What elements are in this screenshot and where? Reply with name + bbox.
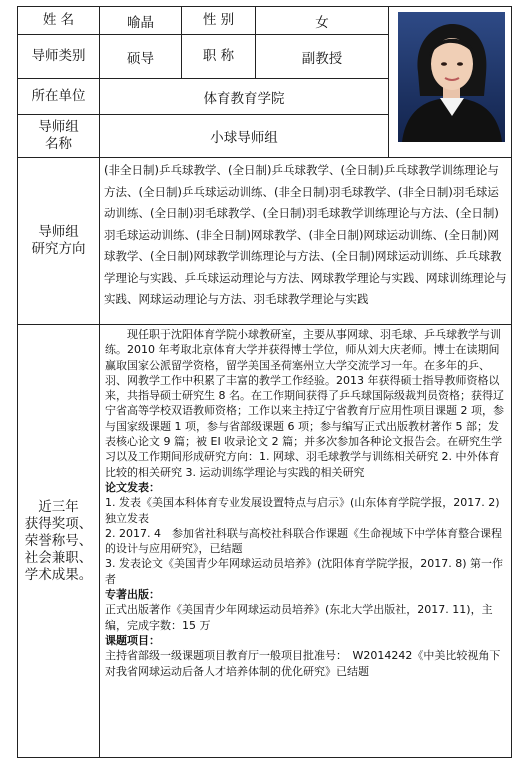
achievements-text: [100, 325, 512, 758]
achievements-label-line1: 近三年: [38, 498, 79, 515]
group-name-value: 小球导师组: [100, 115, 389, 158]
paper-item-3: 3. 发表论文《美国青少年网球运动员培养》(沈阳体育学院学报，2017. 8) 第一作者: [105, 557, 504, 586]
papers-heading: 论文发表：: [105, 480, 160, 494]
advisor-type-value: 硕导: [100, 35, 182, 79]
projects-heading: 课题项目：: [105, 633, 160, 647]
achievements-label-line5: 学术成果。: [24, 566, 93, 583]
book-item-1: 正式出版著作《美国青少年网球运动员培养》(东北大学出版社，2017. 11)，主编，完成字数：15 万: [105, 603, 493, 632]
portrait-photo: [398, 12, 505, 142]
gender-label: 性 别: [182, 7, 256, 35]
unit-value: 体育教育学院: [100, 79, 389, 115]
books-heading: 专著出版：: [105, 588, 160, 602]
group-name-label-line2: 名称: [45, 136, 72, 152]
unit-label: 所在单位: [18, 79, 100, 115]
research-label: [18, 158, 100, 325]
research-label-line2: 研究方向: [31, 241, 86, 257]
achievements-label-line3: 荣誉称号、: [24, 532, 93, 549]
project-item-1: 主持省部级一级课题项目教育厅一般项目批准号： W2014242《中美比较视角下对我省网球运动后备人才培养体制的优化研究》已结题: [105, 649, 501, 678]
paper-item-1: 1. 发表《美国本科体育专业发展设置特点与启示》(山东体育学院学报，2017. 2) 独立发表: [105, 496, 500, 525]
research-label-line1: 导师组: [38, 224, 79, 240]
paper-item-2: 2. 2017. 4 参加省社科联与高校社科联合作课题《生命视域下中学体育整合课程的设计与应用研究》，已结题: [105, 526, 502, 556]
research-directions-text: (非全日制)乒乓球教学、(全日制)乒乓球教学、(全日制)乒乓球教学训练理论与方法、(全日制)乒乓球运动训练、(非全日制)羽毛球教学、(非全日制)羽毛球运动训练、(全日制)羽毛球教学、(全日制)羽毛球教学训练理论与方法、(全日制)羽毛球运动训练、(非全日制)网球教学、(非全日制)网球运动训练、(全日制)网球教学、(全日制)网球教学训练理论与方法、(全日制)网球运动训练、乒乓球教学理论与实践、乒乓球运动理论与方法、网球教学理论与实践、网球训练理论与实践、网球运动理论与方法、羽毛球教学理论与实践: [100, 158, 512, 325]
advisor-type-label: 导师类别: [18, 35, 100, 79]
achievements-label-line2: 获得奖项、: [24, 515, 93, 532]
achievements-label: [18, 325, 100, 758]
title-value: 副教授: [256, 35, 389, 79]
name-value: 喻晶: [100, 7, 182, 35]
group-name-label-line1: 导师组: [38, 119, 79, 135]
bio-paragraph: 现任职于沈阳体育学院小球教研室，主要从事网球、羽毛球、乒乓球教学与训练。2010 年考取北京体育大学并获得博士学位，师从刘大庆老师。博士在读期间赢取国家公派留学资格，留学美国圣荷塞州立大学交流学习一年。在多年的乒、羽、网教学工作中积累了丰富的教学工作经验。2013 年获得硕士指导教师资格以来，共指导硕士研究生 8 名。在工作期间获得了乒乓球国际级裁判员资格；获得辽宁省高等学校双语教师资格；工作以来主持辽宁省教育厅应用性项目课题 2 项，参与国家级课题 1 项，参与省部级课题 6 项；参与编写正式出版教材著作 5 部；发表核心论文 9 篇；被 EI 收录论文 2 篇；并多次参加各种论文报告会。在研究生学习以及工作期间形成研究方向：1. 网球、羽毛球教学与训练相关研究 2. 中外体育比较的相关研究 3. 运动训练学理论与实践的相关研究: [105, 328, 504, 479]
name-label: 姓 名: [18, 7, 100, 35]
gender-value: 女: [256, 7, 389, 35]
group-name-label: [18, 115, 100, 158]
title-label: 职 称: [182, 35, 256, 79]
achievements-label-line4: 社会兼职、: [24, 549, 93, 566]
